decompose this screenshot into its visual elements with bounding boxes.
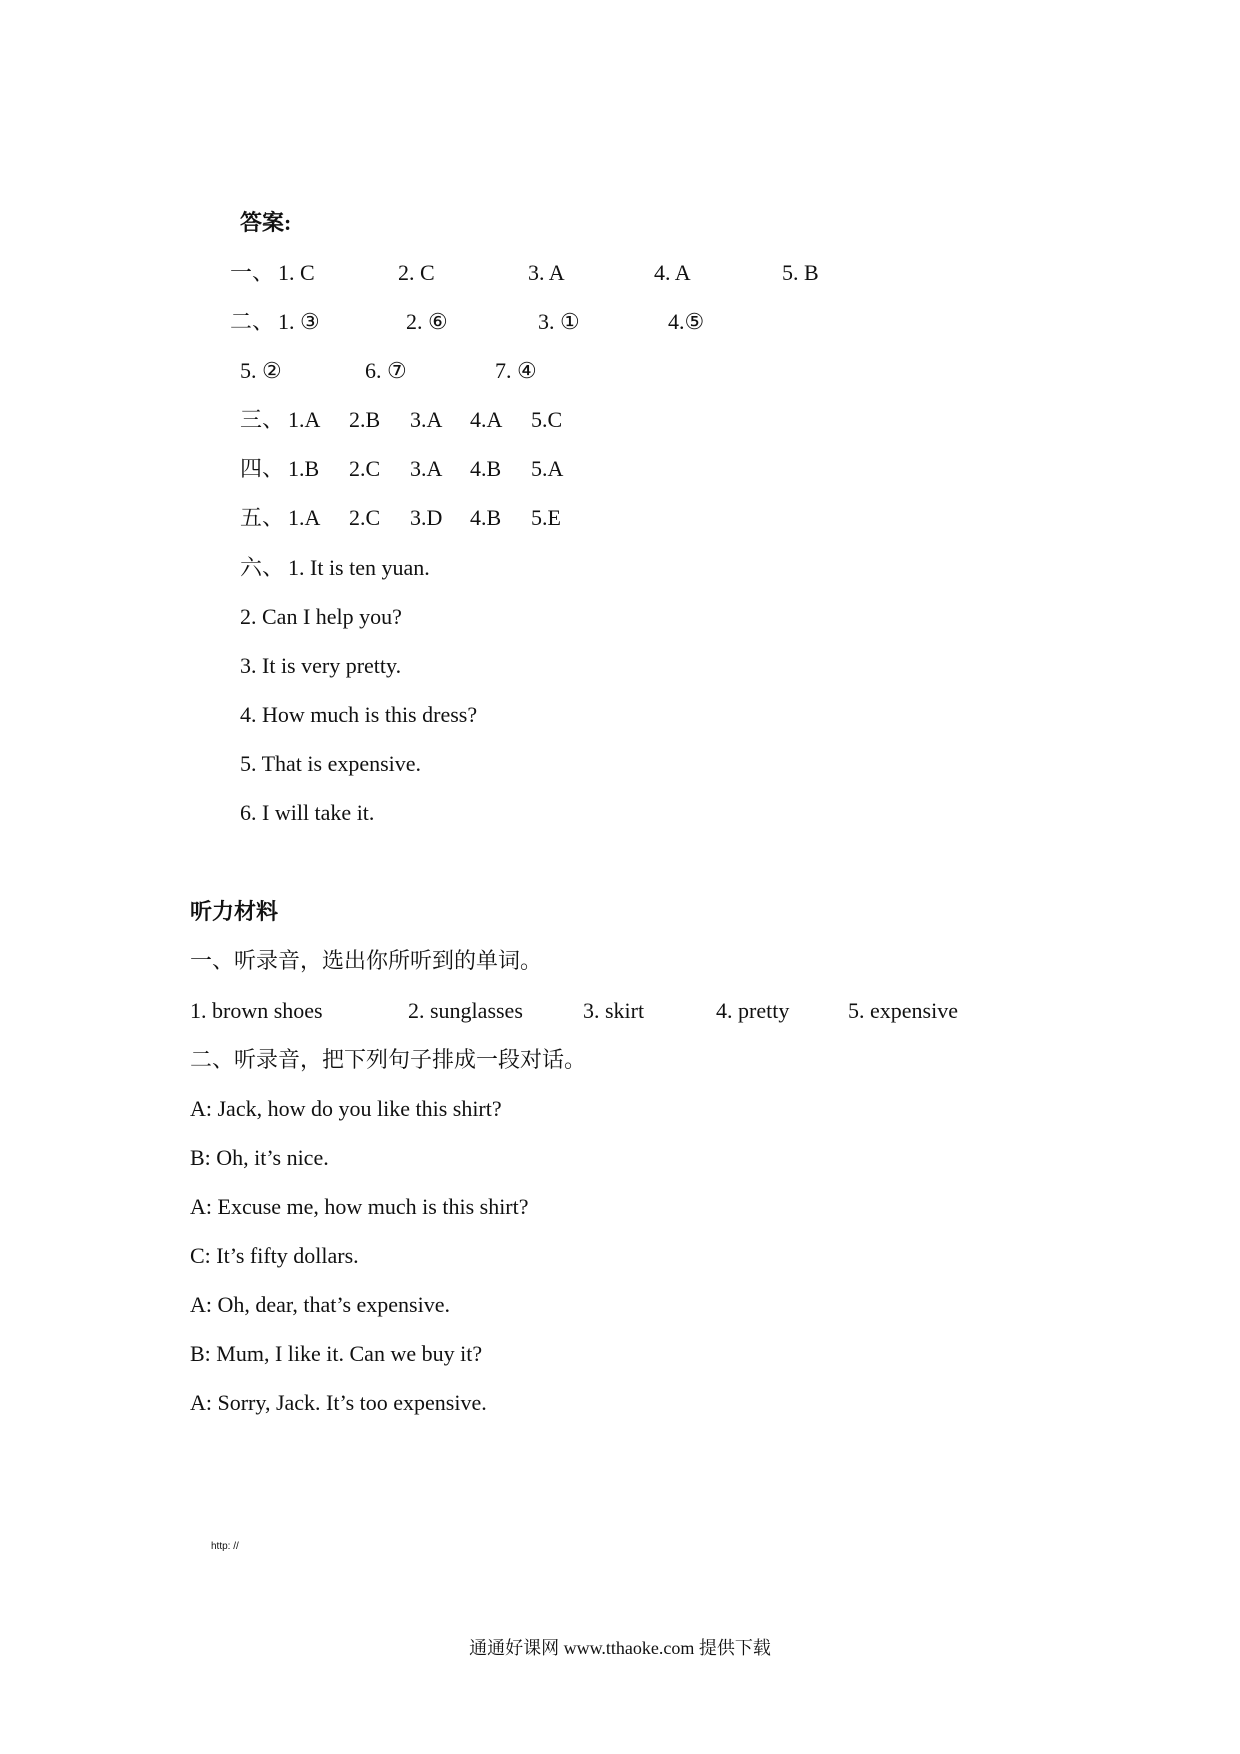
listening-word: 3. skirt [583,998,645,1023]
answer-item: 3. ① [538,309,580,334]
answer-item: 5. B [782,260,819,285]
answer-item: 5. ② [240,358,282,383]
dialogue-line: A: Excuse me, how much is this shirt? [190,1194,529,1219]
answer-item: 5.A [531,456,564,481]
url-fragment: http: // [211,1541,239,1552]
answer-item: 2.C [349,505,381,530]
answer-item: 4. A [654,260,691,285]
answer-item: 3.A [410,456,443,481]
dialogue-line: A: Oh, dear, that’s expensive. [190,1292,450,1317]
answer-item: 6. ⑦ [365,358,407,383]
answer-item: 4.A [470,407,503,432]
listening-part2-heading: 二、听录音，把下列句子排成一段对话。 [190,1047,587,1072]
answers-title: 答案: [240,210,292,235]
answer-sentence: 4. How much is this dress? [240,702,478,727]
answer-item: 2. ⑥ [406,309,448,334]
listening-word: 4. pretty [716,998,790,1023]
listening-title: 听力材料 [190,899,279,924]
section-label: 五、 [240,505,285,530]
answer-item: 5.C [531,407,563,432]
answer-item: 1.A [288,505,321,530]
dialogue-line: B: Mum, I like it. Can we buy it? [190,1341,483,1366]
answer-item: 1. C [278,260,315,285]
listening-word: 1. brown shoes [190,998,323,1023]
answer-item: 3.A [410,407,443,432]
listening-word: 5. expensive [848,998,958,1023]
section-label: 三、 [240,407,285,432]
answer-item: 4.B [470,456,502,481]
answer-item: 3. A [528,260,565,285]
section-label: 六、 [240,555,285,580]
dialogue-line: C: It’s fifty dollars. [190,1243,359,1268]
answer-sentence: 2. Can I help you? [240,604,402,629]
answer-item: 1. ③ [278,309,320,334]
answer-sentence: 1. It is ten yuan. [288,555,430,580]
dialogue-line: A: Sorry, Jack. It’s too expensive. [190,1390,487,1415]
answer-item: 2.B [349,407,381,432]
answer-sentence: 6. I will take it. [240,800,375,825]
listening-word: 2. sunglasses [408,998,523,1023]
section-label: 四、 [240,456,285,481]
answer-item: 2. C [398,260,435,285]
answer-sentence: 3. It is very pretty. [240,653,402,678]
answer-item: 3.D [410,505,443,530]
answer-item: 4.B [470,505,502,530]
answer-item: 1.A [288,407,321,432]
answer-item: 4.⑤ [668,309,705,334]
answer-item: 1.B [288,456,320,481]
section-label: 一、 [230,260,275,285]
answer-sentence: 5. That is expensive. [240,751,422,776]
answer-item: 5.E [531,505,561,530]
answer-item: 7. ④ [495,358,537,383]
dialogue-line: A: Jack, how do you like this shirt? [190,1096,502,1121]
dialogue-line: B: Oh, it’s nice. [190,1145,329,1170]
answer-item: 2.C [349,456,381,481]
section-label: 二、 [230,309,275,334]
page-footer: 通通好课网 www.tthaoke.com 提供下载 [469,1638,771,1658]
listening-part1-heading: 一、听录音，选出你所听到的单词。 [190,948,543,973]
